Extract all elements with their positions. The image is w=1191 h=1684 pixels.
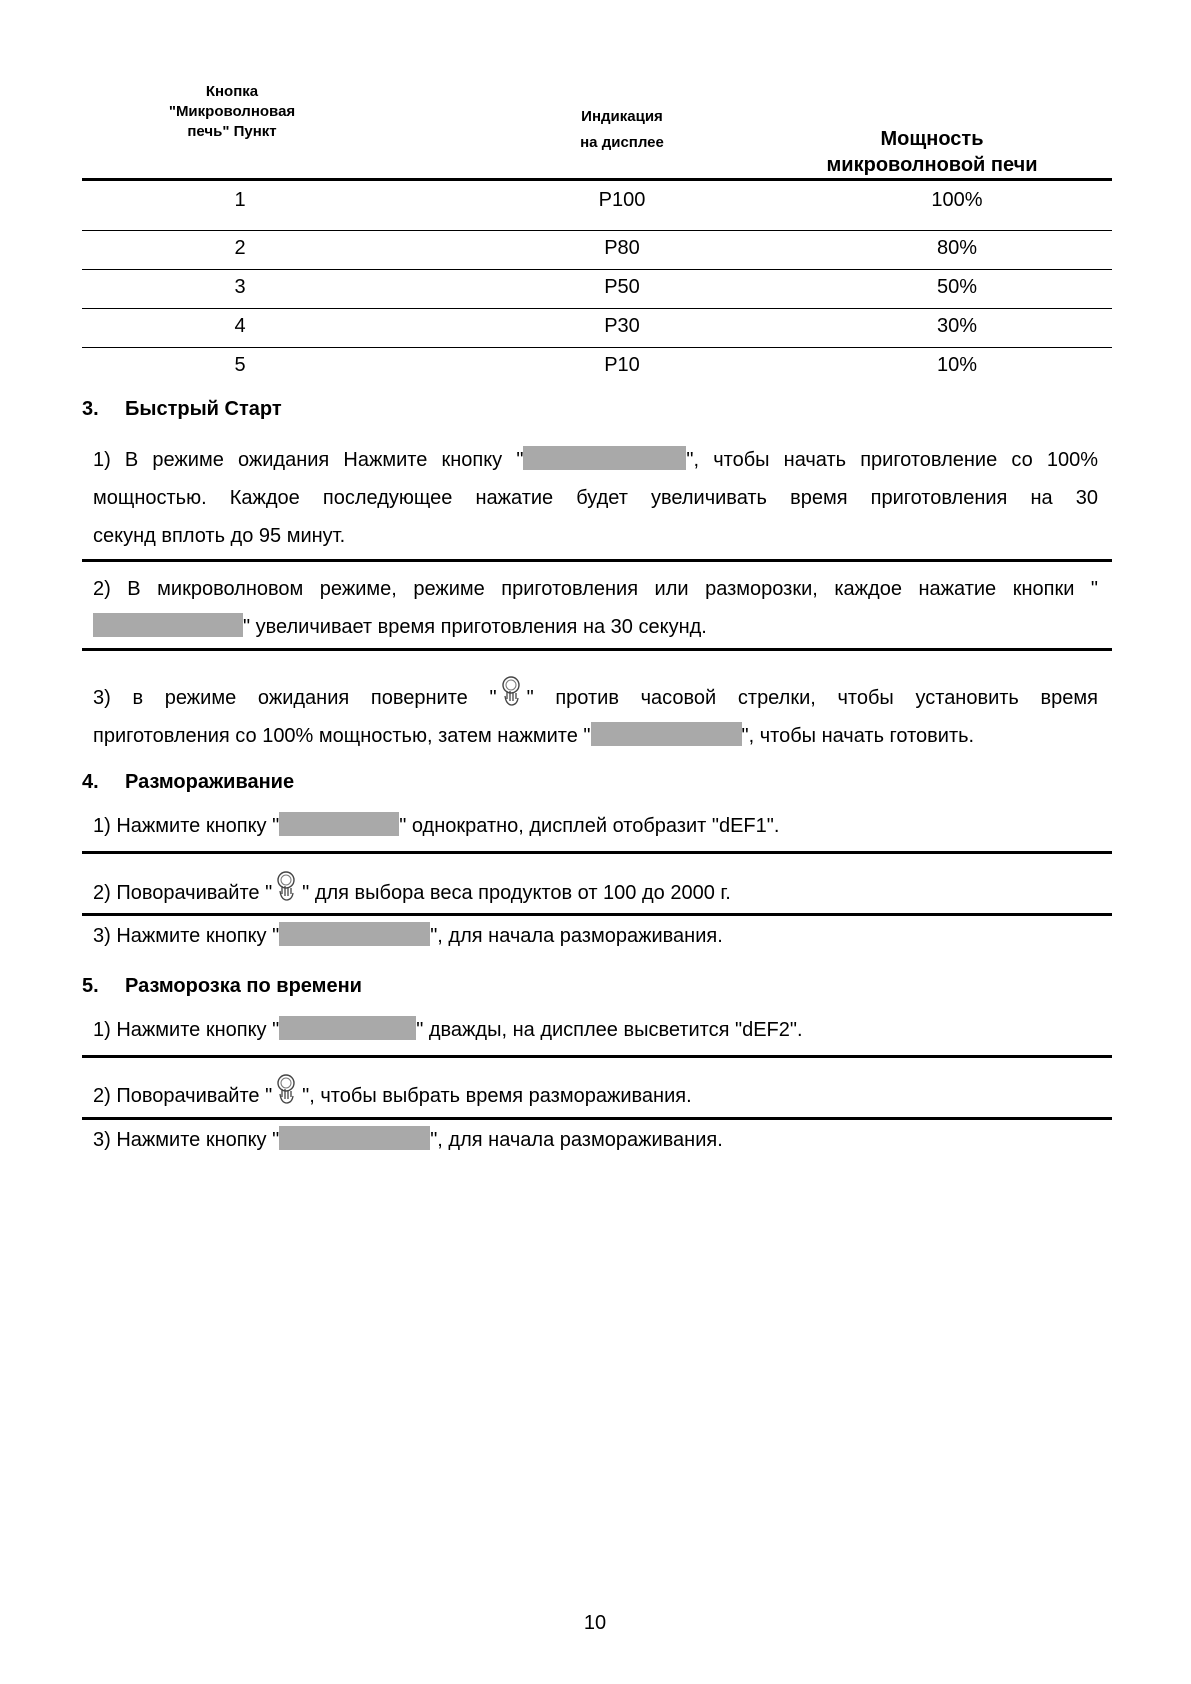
header-display-indication: Индикация на дисплее — [580, 108, 664, 151]
table-row — [82, 231, 1112, 270]
page-number: 10 — [583, 1612, 607, 1634]
header-microwave-power: Мощность микроволновой печи — [826, 128, 1038, 176]
divider — [82, 851, 1112, 854]
table-row — [82, 348, 1112, 386]
defrost-step-1: 1) Нажмите кнопку " " однократно, дисплей отобразит "dEF1". — [93, 807, 1098, 845]
cell-item: 4 — [234, 315, 246, 337]
table-row — [82, 270, 1112, 309]
quick-start-step-3: 3) в режиме ожидания поверните " " против часовой стрелки, чтобы установить время приготовления со 100% мощностью, затем нажмите " ", чтобы начать готовить. — [93, 674, 1098, 755]
cell-power: 50% — [936, 276, 978, 298]
cell-power: 80% — [936, 237, 978, 259]
cell-item: 1 — [234, 189, 246, 211]
redacted-button-label — [279, 812, 399, 836]
divider — [82, 559, 1112, 562]
redacted-button-label — [93, 613, 243, 637]
redacted-button-label — [279, 1016, 416, 1040]
cell-display: P10 — [604, 354, 640, 376]
table-row — [82, 309, 1112, 348]
cell-display: P50 — [604, 276, 640, 298]
redacted-button-label — [279, 922, 430, 946]
dial-hand-icon — [272, 869, 302, 905]
cell-item: 2 — [234, 237, 246, 259]
cell-display: P100 — [598, 189, 646, 211]
section-title-quick-start: 3. Быстрый Старт — [82, 398, 282, 420]
table-header — [82, 78, 1112, 178]
power-level-table — [82, 78, 1112, 386]
defrost-step-2: 2) Поворачивайте " " для выбора веса продуктов от 100 до 2000 г. — [93, 869, 1098, 912]
divider — [82, 648, 1112, 651]
cell-power: 30% — [936, 315, 978, 337]
cell-display: P80 — [604, 237, 640, 259]
quick-start-step-2: 2) В микроволновом режиме, режиме приготовления или разморозки, каждое нажатие кнопки " " увеличивает время приготовления на 30 секунд. — [93, 578, 1098, 638]
cell-power: 100% — [931, 189, 983, 211]
quick-start-step-1: 1) В режиме ожидания Нажмите кнопку " ", чтобы начать приготовление со 100% мощностью. Каждое последующее нажатие будет увеличивать время приготовления на 30 секунд вплоть до 95 минут. — [93, 441, 1098, 555]
table-row — [82, 181, 1112, 231]
time-defrost-step-1: 1) Нажмите кнопку " " дважды, на дисплее высветится "dEF2". — [93, 1011, 1098, 1049]
defrost-step-3: 3) Нажмите кнопку " ", для начала размораживания. — [93, 917, 1098, 955]
cell-power: 10% — [936, 354, 978, 376]
cell-item: 3 — [234, 276, 246, 298]
redacted-button-label — [523, 446, 686, 470]
redacted-button-label — [279, 1126, 430, 1150]
header-button-item: Кнопка "Микроволновая печь" Пункт — [168, 83, 296, 140]
time-defrost-step-3: 3) Нажмите кнопку " ", для начала размораживания. — [93, 1121, 1098, 1159]
time-defrost-step-2: 2) Поворачивайте " ", чтобы выбрать время размораживания. — [93, 1072, 1098, 1115]
dial-hand-icon — [272, 1072, 302, 1108]
section-title-defrost: 4. Размораживание — [82, 771, 295, 793]
section-title-time-defrost: 5. Разморозка по времени — [82, 975, 362, 997]
redacted-button-label — [591, 722, 742, 746]
divider — [82, 1117, 1112, 1120]
dial-hand-icon — [497, 674, 527, 710]
cell-item: 5 — [234, 354, 246, 376]
divider — [82, 1055, 1112, 1058]
cell-display: P30 — [604, 315, 640, 337]
divider — [82, 913, 1112, 916]
